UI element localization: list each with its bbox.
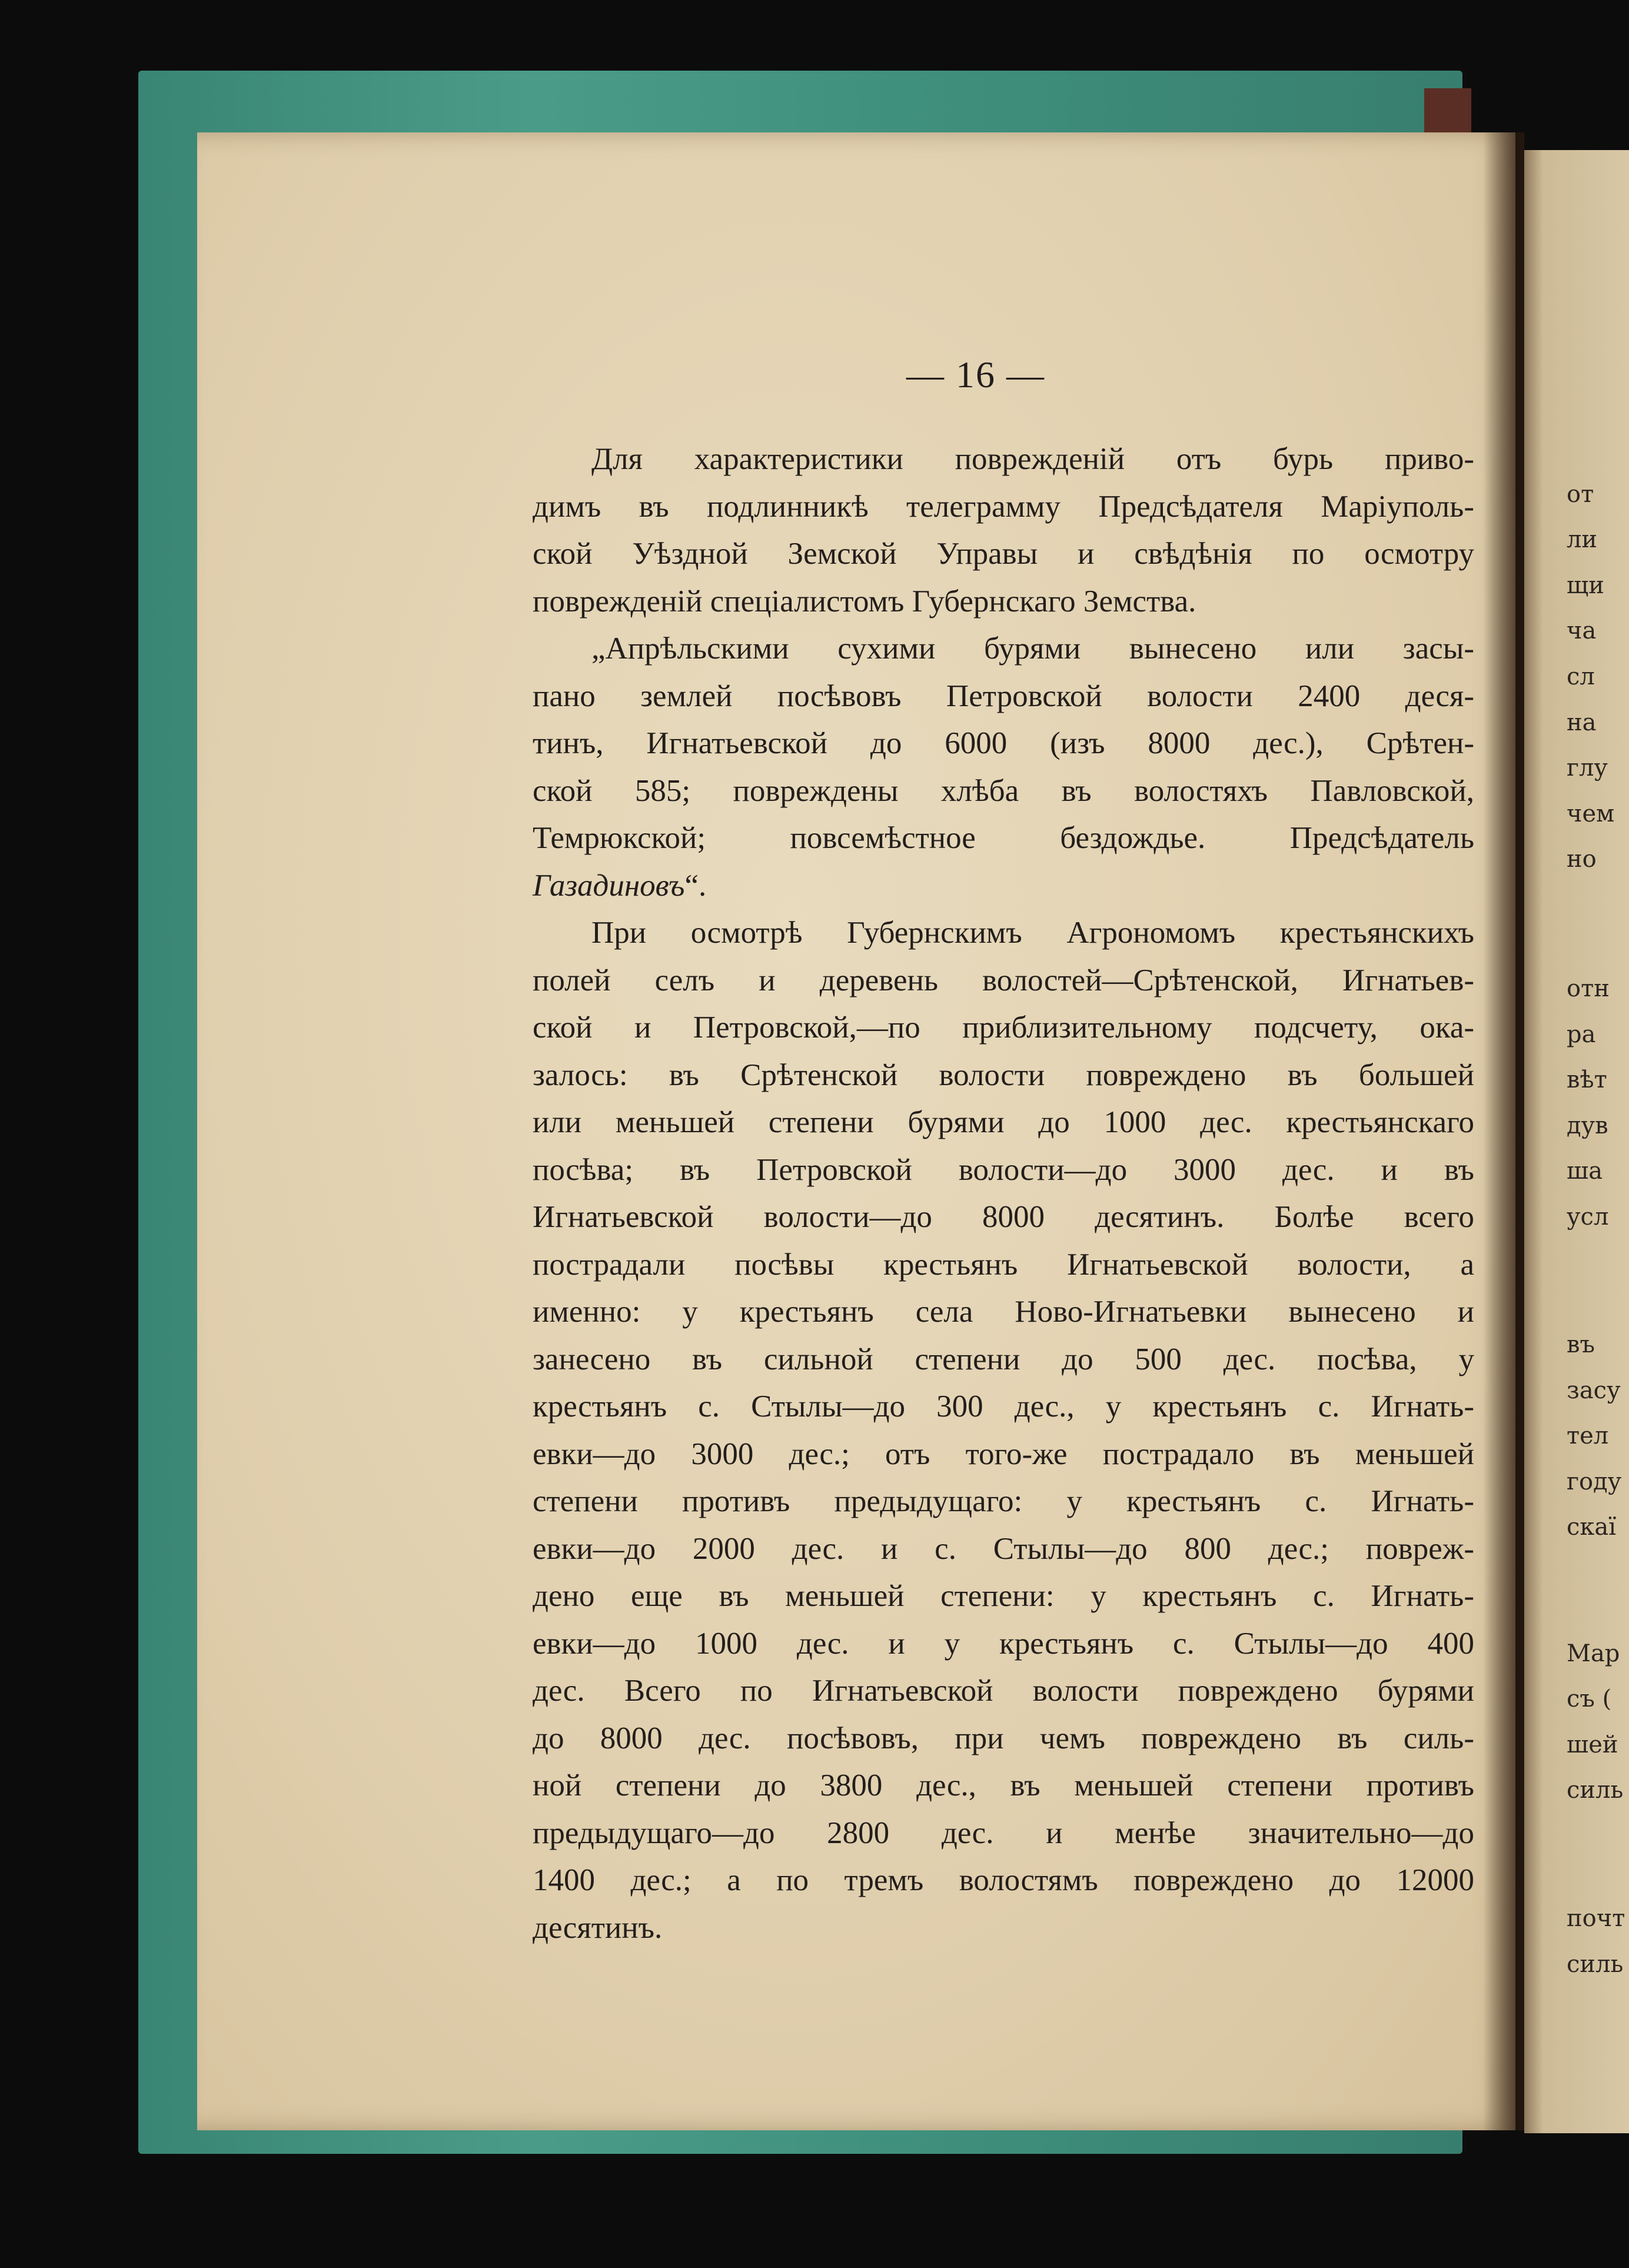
facing-fragment: чем	[1567, 800, 1615, 827]
facing-fragment: отн	[1567, 975, 1610, 1002]
signature: Газадиновъ	[533, 868, 685, 903]
text-line: ной степени до 3800 дес., въ меньшей степени противъ	[533, 1768, 1474, 1803]
facing-fragment: ша	[1567, 1158, 1603, 1185]
facing-fragment: от	[1567, 481, 1594, 508]
text-line: или меньшей степени бурями до 1000 дес. крестьянскаго	[533, 1105, 1474, 1139]
facing-fragment: силь	[1567, 1777, 1624, 1804]
facing-fragment: въ	[1567, 1331, 1595, 1358]
text-line: занесено въ сильной степени до 500 дес. посѣва, у	[533, 1342, 1474, 1376]
text-line: При осмотрѣ Губернскимъ Агрономомъ крестьянскихъ	[591, 916, 1474, 950]
facing-fragment: году	[1567, 1468, 1622, 1495]
text-line: тинъ, Игнатьевской до 6000 (изъ 8000 дес.), Срѣтен-	[533, 726, 1474, 760]
body-text	[533, 435, 1474, 1951]
text-line: дес. Всего по Игнатьевской волости повреждено бурями	[533, 1674, 1474, 1708]
text-line: пострадали посѣвы крестьянъ Игнатьевской волости, а	[533, 1247, 1474, 1282]
text-line: до 8000 дес. посѣвовъ, при чемъ повреждено въ силь-	[533, 1721, 1474, 1755]
text-line: евки—до 3000 дес.; отъ того-же пострадало въ меньшей	[533, 1436, 1474, 1471]
facing-fragment: вѣт	[1567, 1066, 1607, 1093]
text-line: пано землей посѣвовъ Петровской волости 2400 деся-	[533, 679, 1474, 713]
facing-fragment: ра	[1567, 1021, 1596, 1048]
text-line: полей селъ и деревень волостей—Срѣтенской, Игнатьев-	[533, 963, 1474, 997]
text-line: степени противъ предыдущаго: у крестьянъ с. Игнать-	[533, 1484, 1474, 1518]
facing-page	[1524, 150, 1629, 2133]
facing-fragment: дув	[1567, 1112, 1608, 1139]
facing-fragment: шей	[1567, 1731, 1618, 1758]
facing-fragment: силь	[1567, 1951, 1624, 1978]
facing-fragment: на	[1567, 709, 1597, 736]
text-line: димъ въ подлинникѣ телеграмму Предсѣдателя Маріуполь-	[533, 489, 1474, 524]
facing-fragment: глу	[1567, 754, 1608, 782]
text-line: поврежденій спеціалистомъ Губернскаго Земства.	[533, 584, 1196, 618]
page-number: — 16 —	[906, 354, 1045, 395]
facing-fragment: но	[1567, 846, 1597, 873]
signature-suffix: “.	[684, 868, 707, 903]
text-line: ской Уѣздной Земской Управы и свѣдѣнія по осмотру	[533, 537, 1474, 571]
text-line: Темрюкской; повсемѣстное бездождье. Предсѣдатель	[533, 821, 1474, 855]
facing-fragment: засу	[1567, 1377, 1621, 1404]
text-line: Для характеристики поврежденій отъ бурь приво-	[591, 442, 1474, 476]
text-line: ской и Петровской,—по приблизительному подсчету, ока-	[533, 1010, 1474, 1045]
text-line: посѣва; въ Петровской волости—до 3000 дес. и въ	[533, 1152, 1474, 1187]
text-line: дено еще въ меньшей степени: у крестьянъ с. Игнать-	[533, 1579, 1474, 1613]
text-line: „Апрѣльскими сухими бурями вынесено или засы-	[591, 631, 1474, 666]
facing-fragment: Мар	[1567, 1640, 1620, 1667]
text-line: крестьянъ с. Стылы—до 300 дес., у крестьянъ с. Игнать-	[533, 1389, 1474, 1424]
facing-fragment: съ (	[1567, 1685, 1612, 1712]
text-line: залось: въ Срѣтенской волости повреждено въ большей	[533, 1057, 1474, 1092]
text-line: десятинъ.	[533, 1910, 663, 1945]
text-line: ской 585; повреждены хлѣба въ волостяхъ Павловской,	[533, 773, 1474, 808]
text-line: 1400 дес.; а по тремъ волостямъ повреждено до 12000	[533, 1863, 1474, 1897]
facing-fragment: тел	[1567, 1422, 1609, 1449]
facing-fragment: усл	[1567, 1203, 1609, 1231]
facing-fragment: почт	[1567, 1905, 1625, 1932]
text-line: евки—до 1000 дес. и у крестьянъ с. Стылы—до 400	[533, 1626, 1474, 1661]
facing-fragment: щи	[1567, 572, 1604, 599]
text-line: евки—до 2000 дес. и с. Стылы—до 800 дес.; повреж-	[533, 1531, 1474, 1566]
text-line: именно: у крестьянъ села Ново-Игнатьевки вынесено и	[533, 1295, 1474, 1329]
facing-fragment: ли	[1567, 526, 1598, 553]
text-line: Игнатьевской волости—до 8000 десятинъ. Болѣе всего	[533, 1200, 1474, 1234]
text-line: предыдущаго—до 2800 дес. и менѣе значительно—до	[533, 1815, 1474, 1850]
gutter-shadow	[1483, 132, 1524, 2130]
facing-fragment: ча	[1567, 617, 1597, 644]
facing-fragment: скаї	[1567, 1514, 1617, 1541]
facing-fragment: сл	[1567, 663, 1595, 690]
signature-line	[533, 862, 1474, 910]
